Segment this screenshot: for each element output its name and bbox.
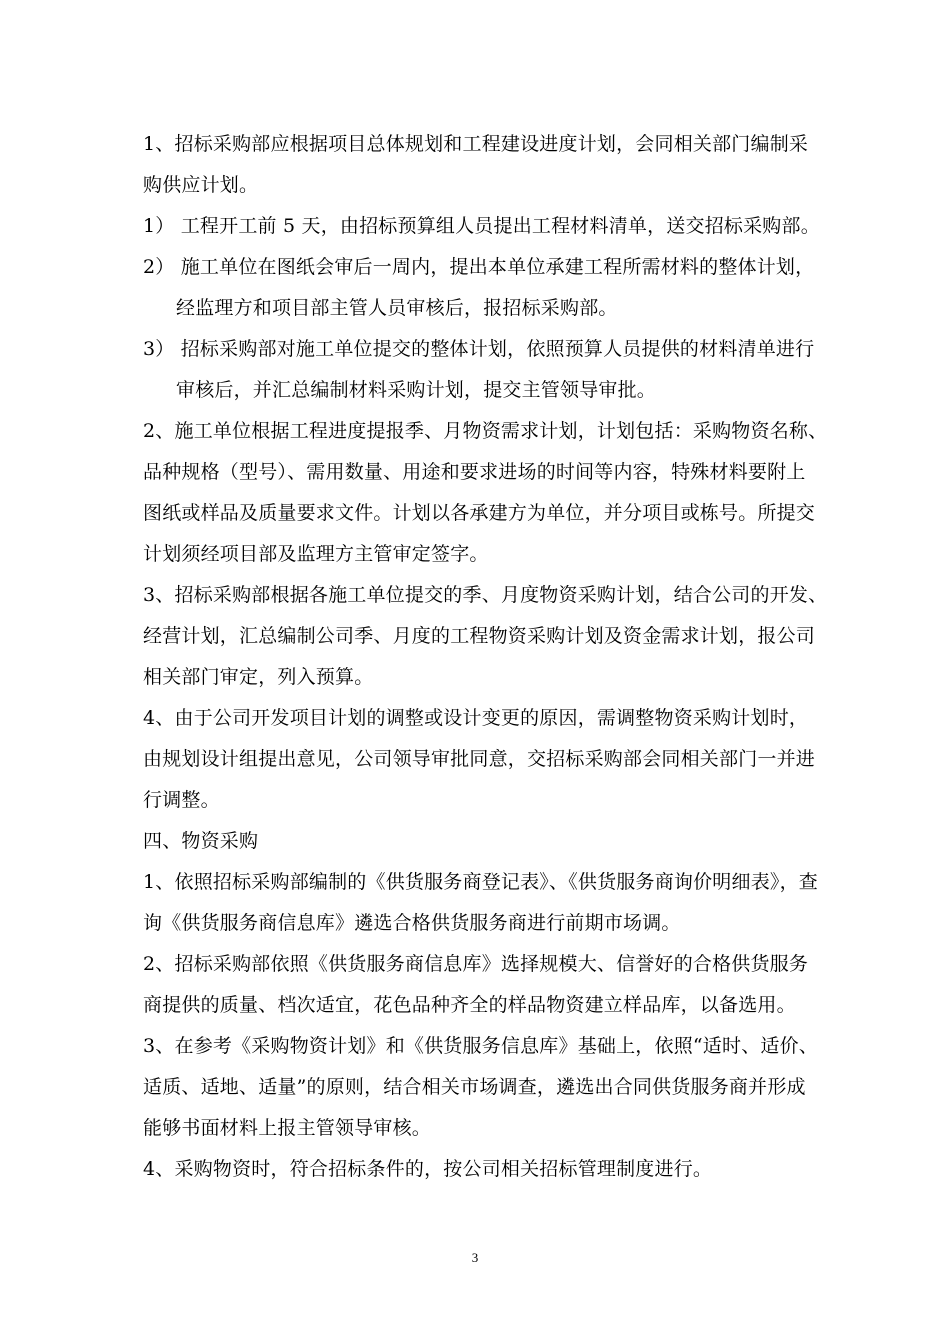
text-line: 2、施工单位根据工程进度提报季、月物资需求计划，计划包括：采购物资名称、 xyxy=(143,420,828,442)
text-line: 能够书面材料上报主管领导审核。 xyxy=(143,1117,432,1139)
text-line: 3、在参考《采购物资计划》和《供货服务信息库》基础上，依照“适时、适价、 xyxy=(143,1035,819,1057)
text-line: 图纸或样品及质量要求文件。计划以各承建方为单位，并分项目或栋号。所提交 xyxy=(143,502,816,524)
text-line: 1） 工程开工前 5 天，由招标预算组人员提出工程材料清单，送交招标采购部。 xyxy=(143,215,820,237)
text-line: 行调整。 xyxy=(143,789,220,811)
text-line: 由规划设计组提出意见，公司领导审批同意，交招标采购部会同相关部门一并进 xyxy=(143,748,816,770)
text-line: 3、招标采购部根据各施工单位提交的季、月度物资采购计划，结合公司的开发、 xyxy=(143,584,828,606)
text-line: 2、招标采购部依照《供货服务商信息库》选择规模大、信誉好的合格供货服务 xyxy=(143,953,809,975)
text-line: 经营计划，汇总编制公司季、月度的工程物资采购计划及资金需求计划，报公司 xyxy=(143,625,816,647)
text-line: 相关部门审定，列入预算。 xyxy=(143,666,374,688)
text-line: 询《供货服务商信息库》遴选合格供货服务商进行前期市场调。 xyxy=(143,912,681,934)
text-line: 2） 施工单位在图纸会审后一周内，提出本单位承建工程所需材料的整体计划， xyxy=(143,256,815,278)
text-line: 计划须经项目部及监理方主管审定签字。 xyxy=(143,543,489,565)
text-line: 品种规格（型号）、需用数量、用途和要求进场的时间等内容，特殊材料要附上 xyxy=(143,461,806,483)
page-number: 3 xyxy=(471,1250,479,1265)
text-line: 4、采购物资时，符合招标条件的，按公司相关招标管理制度进行。 xyxy=(143,1158,713,1180)
text-line: 1、招标采购部应根据项目总体规划和工程建设进度计划，会同相关部门编制采 xyxy=(143,133,809,155)
text-line: 审核后，并汇总编制材料采购计划，提交主管领导审批。 xyxy=(176,379,657,401)
text-line: 4、由于公司开发项目计划的调整或设计变更的原因，需调整物资采购计划时， xyxy=(143,707,809,729)
text-line: 适质、适地、适量”的原则，结合相关市场调查，遴选出合同供货服务商并形成 xyxy=(143,1076,806,1098)
text-line: 购供应计划。 xyxy=(143,174,259,196)
text-line: 3） 招标采购部对施工单位提交的整体计划，依照预算人员提供的材料清单进行 xyxy=(143,338,815,360)
text-line: 商提供的质量、档次适宜，花色品种齐全的样品物资建立样品库，以备选用。 xyxy=(143,994,796,1016)
text-line: 经监理方和项目部主管人员审核后，报招标采购部。 xyxy=(176,297,618,319)
text-line: 1、依照招标采购部编制的《供货服务商登记表》、《供货服务商询价明细表》，查 xyxy=(143,871,818,893)
document-body xyxy=(143,124,828,1190)
text-line: 四、物资采购 xyxy=(143,830,259,852)
